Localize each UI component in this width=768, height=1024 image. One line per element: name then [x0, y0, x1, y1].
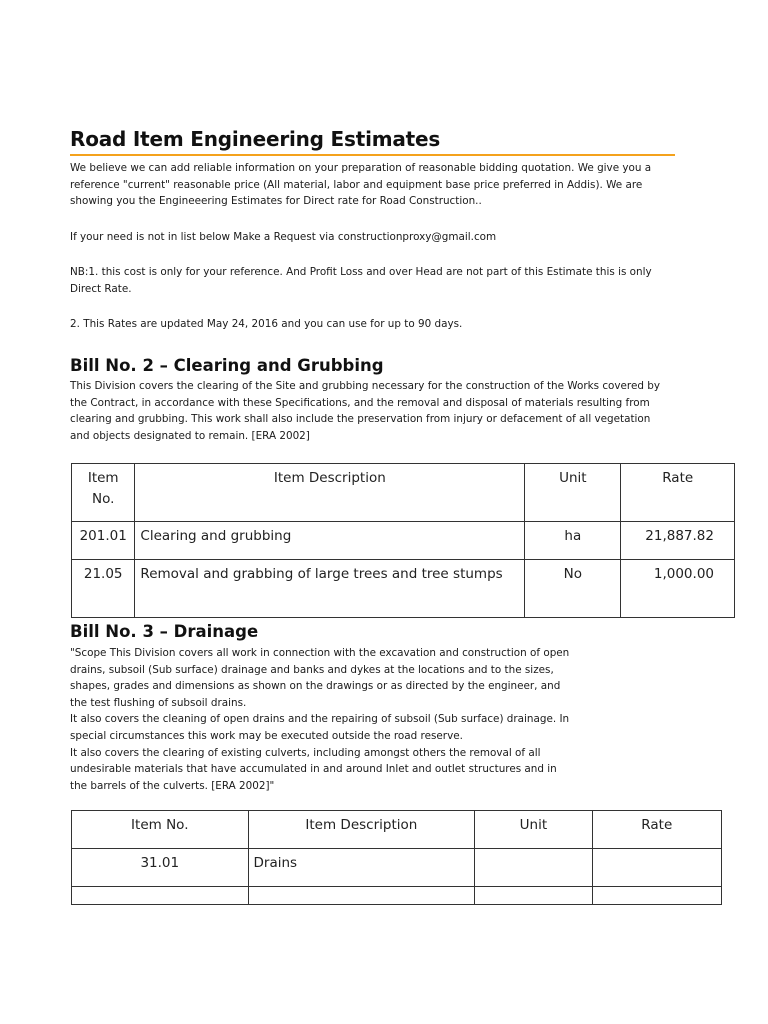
header-item-no: Item No. [72, 464, 135, 522]
bill3-description [70, 645, 575, 794]
rate-cell [592, 887, 721, 905]
bill2-table [71, 463, 735, 618]
item-no-cell: 31.01 [72, 849, 249, 887]
bill3-cleaning-paragraph: It also covers the cleaning of open drains and the repairing of subsoil (Sub surface) drainage. In special circumstances this work may be executed outside the road reserve. [70, 713, 570, 742]
header-rate: Rate [621, 464, 735, 522]
table-row [72, 887, 722, 905]
nb-note: NB:1. this cost is only for your reference. And Profit Loss and over Head are not part of this Estimate this is only Direct Rate. [70, 266, 652, 295]
header-rate: Rate [592, 811, 721, 849]
update-note: 2. This Rates are updated May 24, 2016 and you can use for up to 90 days. [70, 318, 463, 330]
request-note: If your need is not in list below Make a Request via constructionproxy@gmail.com [70, 231, 497, 243]
bill2-heading: Bill No. 2 – Clearing and Grubbing [70, 356, 384, 375]
item-no-cell: 201.01 [72, 522, 135, 560]
header-unit: Unit [525, 464, 621, 522]
item-description-cell [248, 887, 475, 905]
header-unit: Unit [475, 811, 592, 849]
rate-cell [592, 849, 721, 887]
table-row [72, 560, 735, 618]
header-item-no: Item No. [72, 811, 249, 849]
item-description-cell: Removal and grabbing of large trees and tree stumps [135, 560, 525, 618]
page-title: Road Item Engineering Estimates [70, 127, 675, 156]
bill3-culverts-paragraph: It also covers the clearing of existing culverts, including amongst others the removal of all undesirable materials that have accumulated in and around Inlet and outlet structures and in the barrels of the culverts. [ERA 2002]" [70, 746, 557, 792]
bill3-heading: Bill No. 3 – Drainage [70, 622, 259, 641]
item-no-cell [72, 887, 249, 905]
item-description-cell: Clearing and grubbing [135, 522, 525, 560]
table-row [72, 522, 735, 560]
rate-cell: 21,887.82 [621, 522, 735, 560]
header-item-description: Item Description [135, 464, 525, 522]
header-item-description: Item Description [248, 811, 475, 849]
bill3-table [71, 810, 722, 905]
item-no-cell: 21.05 [72, 560, 135, 618]
unit-cell [475, 887, 592, 905]
intro-paragraph: We believe we can add reliable information on your preparation of reasonable bidding quotation. We give you a reference "current" reasonable price (All material, labor and equipment base price preferred in Addis). We are showing you the Engineeering Estimates for Direct rate for Road Construction.. [70, 162, 652, 208]
table-header-row [72, 464, 735, 522]
table-row [72, 849, 722, 887]
unit-cell: ha [525, 522, 621, 560]
item-description-cell: Drains [248, 849, 475, 887]
bill2-description: This Division covers the clearing of the Site and grubbing necessary for the construction of the Works covered by the Contract, in accordance with these Specifications, and the removal and disposal of materials resulting from clearing and grubbing. This work shall also include the preservation from injury or defacement of all vegetation and objects designated to remain. [ERA 2002] [70, 380, 661, 442]
table-header-row [72, 811, 722, 849]
rate-cell: 1,000.00 [621, 560, 735, 618]
bill3-scope-paragraph: "Scope This Division covers all work in connection with the excavation and construction of open drains, subsoil (Sub surface) drainage and banks and dykes at the locations and to the sizes, shapes, grades and dimensions as shown on the drawings or as directed by the engineer, and the test flushing of subsoil drains. [70, 647, 570, 709]
unit-cell: No [525, 560, 621, 618]
unit-cell [475, 849, 592, 887]
